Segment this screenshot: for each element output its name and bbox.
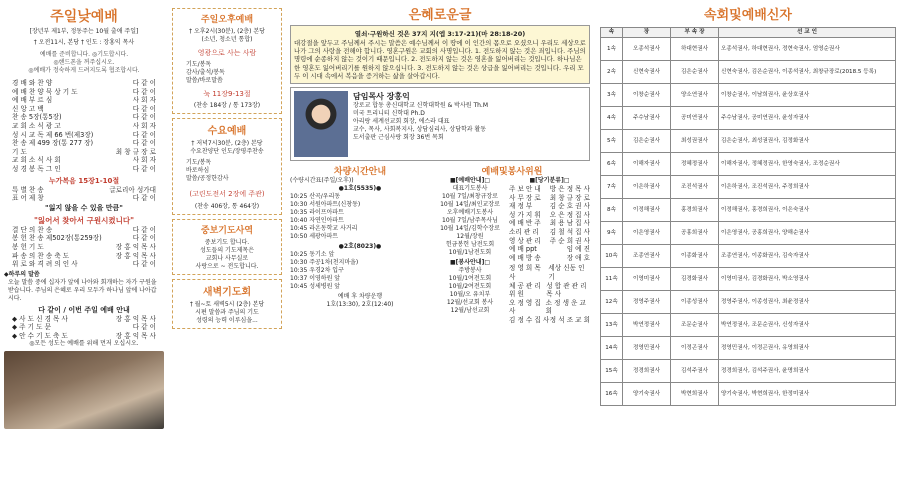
table-cell: 신현숙권사 bbox=[623, 61, 671, 84]
table-cell: 6속 bbox=[601, 153, 623, 176]
duty-item: 10월/2여전도회 bbox=[448, 283, 492, 291]
table-cell: 조진석권사 bbox=[671, 176, 719, 199]
notice-text: 오늘 말씀 중에 십자가 앞에 나아와 회개하는 자가 구원을 받습니다. 주님의 은혜로 우리 모두가 하나님 앞에 나아갑시다. bbox=[8, 278, 157, 302]
cell-groups-column bbox=[600, 0, 896, 501]
order-row: 찬 송 제 499 장(통 277 장) 다 같 이 bbox=[12, 139, 156, 148]
table-row bbox=[601, 268, 896, 291]
bus1-stop: 10:45 라온동학교 사거리 bbox=[290, 225, 358, 233]
table-cell: 이정곤권사 bbox=[671, 337, 719, 360]
table-row bbox=[601, 130, 896, 153]
order-of-service bbox=[4, 79, 164, 174]
table-cell: 이창순권사, 이남희권사, 윤상호권사 bbox=[719, 84, 896, 107]
schedule-panel bbox=[290, 164, 430, 325]
afternoon-info: † 오후2시(30분), (2층) 본당 (소년, 청소년 통합) bbox=[189, 28, 265, 43]
duty-section-label: ■[당기분류]□ bbox=[529, 177, 570, 185]
wednesday-items: 기도/봉독 바로하심 말씀/공정한감사 bbox=[186, 159, 229, 182]
table-cell: 10속 bbox=[601, 245, 623, 268]
afternoon-ref: 눅 11장9-13절 bbox=[203, 90, 251, 98]
wednesday-service-title: 수요예배 bbox=[207, 126, 247, 137]
table-row bbox=[601, 153, 896, 176]
duty-item: 12월/남선교회 bbox=[450, 307, 490, 315]
order-row: 교 회 소 식 광 고 사 회 자 bbox=[12, 121, 156, 130]
dawn-prayer-text: † 월~토 새벽5시 (2층) 본당 시편 말씀과 주님의 기도 성령의 능력 이루심을... bbox=[189, 301, 265, 324]
bus2-stop: 10:35 우경2차 입구 bbox=[290, 267, 344, 275]
gospel-items: 기도/봉독 감사/출석/봉독 말씀/바로말씀 bbox=[186, 61, 225, 84]
table-header-row bbox=[601, 28, 896, 38]
table-cell: 신현숙권사, 김은순권사, 이종석권사, 최창규장로(2018.5 등록) bbox=[719, 61, 896, 84]
table-cell: 16속 bbox=[601, 383, 623, 406]
pastor-line: 미국 트리니티 신학대 Ph.D bbox=[353, 110, 425, 118]
table-cell: 정영주권사, 이종성권사, 최윤정권사 bbox=[719, 291, 896, 314]
duty-item: 12월/장원 bbox=[456, 233, 484, 241]
scripture-reference: 누가복음 15장1-10절 bbox=[48, 176, 120, 185]
afternoon-hymn: (찬송 184장 / 통 173장) bbox=[193, 102, 261, 109]
table-cell: 이은영권사 bbox=[623, 222, 671, 245]
header-cell: 부 속 장 bbox=[671, 28, 719, 38]
table-cell: 3속 bbox=[601, 84, 623, 107]
grace-column bbox=[290, 0, 590, 501]
intro-block bbox=[4, 51, 164, 75]
table-cell: 김경화권사 bbox=[671, 268, 719, 291]
table-cell: 14속 bbox=[601, 337, 623, 360]
table-cell: 양기숙권사 bbox=[623, 383, 671, 406]
table-cell: 4속 bbox=[601, 107, 623, 130]
table-cell: 정영주권사 bbox=[623, 291, 671, 314]
duty-panel: 예배및봉사위원 ■[예배안내]□ 대표기도봉사 10월 7일/최창규장로 10월 14일/최인교장로 오후예배기도봉사 10월 7일/남주목사님 10월 14일/김학수장로 12월/장원 헌금봉헌 남전도회 10월/1남전도회 ■[봉사안내]□ 주방봉사 10월/1여전도회 10월/2여전도회 10월/오 유치부 12월/선교회 봉사 12월/남선교회 ■[당기분류]□ 주 보 안 내 방 은 정 목 사 사 무 장 로 최 창 규 장 로 재 정 부 김 순 호 권 사 성 가 지 휘 오 은 정 집 사 예 배 반 주 최 용 남 집 사 소리 관 리 김 철 석 집 사 영 상 관 리 주 순 희 권 사 예 배 ppt 임 예 진 예 배 방 송 장 애 호 정 영 희 목 사 세상 신동 인기 체 공 관 리 위 원 성 합 관 관 리 목 사 오 정 영 집 사 소 정 생 운 교 회 김 정 수 집 사 정 석 조 교 회 bbox=[434, 164, 590, 325]
bus2-stop: 10:30 주공1차(천지마을) bbox=[290, 259, 359, 267]
next-service-block: ◆ 사 도 신 경 목 사 장 홍 익 목 사 ◆ 주 기 도 문 다 같 이 ◆ 안 수 기 도 축 도 장 홍 익 목 사 bbox=[12, 314, 156, 340]
table-row bbox=[601, 245, 896, 268]
table-cell: 박연정권사, 조문순권사, 신성자권사 bbox=[719, 314, 896, 337]
pastor-photo bbox=[294, 91, 348, 157]
duty-item: 주방봉사 bbox=[458, 267, 482, 275]
dawn-prayer-title: 새벽기도회 bbox=[202, 287, 252, 298]
table-row bbox=[601, 360, 896, 383]
sunday-service-column bbox=[4, 0, 164, 501]
table-cell: 이해자권사, 정혜정권사, 한영숙권사, 조정순권사 bbox=[719, 153, 896, 176]
table-cell: 오종석권사, 하대현권사, 정현숙권사, 엄영순권사 bbox=[719, 38, 896, 61]
intro-line: 예배를 준비합니다. ◎기도합시다. bbox=[39, 51, 129, 58]
service-info: [장년부 제1부, 정동주는 10월 출애 주일] bbox=[29, 28, 139, 35]
bus2-stop: 10:37 이영하원 앞 bbox=[290, 275, 341, 283]
duty-item: 12월/선교회 봉사 bbox=[446, 299, 494, 307]
sunday-service-title: 주일낮예배 bbox=[50, 9, 118, 25]
bus2-stop: 10:25 동기소 앞 bbox=[290, 251, 335, 259]
motto: "잃지 않을 수 있을 만큼" bbox=[45, 203, 123, 212]
duty-item: 10월/1남전도회 bbox=[448, 249, 492, 257]
table-row bbox=[601, 337, 896, 360]
table-cell: 9속 bbox=[601, 222, 623, 245]
order-row: 예 배 찬 양 묵 상 기 도 다 같 이 bbox=[12, 87, 156, 96]
notice-title: ◆하루의 말씀 bbox=[4, 270, 40, 278]
intercession-text: 중보기도 합니다. 성도들의 기도제목은 교회나 사무실로 사랑으로 ~ 전도합니다. bbox=[195, 239, 259, 270]
table-cell: 정혜정권사 bbox=[671, 153, 719, 176]
table-row bbox=[601, 314, 896, 337]
table-cell: 1속 bbox=[601, 38, 623, 61]
table-row bbox=[601, 176, 896, 199]
table-cell: 이은하권사, 조진석권사, 주정희권사 bbox=[719, 176, 896, 199]
table-cell: 조종연권사 bbox=[623, 245, 671, 268]
table-cell: 양기숙권사, 박현희권사, 한정미권사 bbox=[719, 383, 896, 406]
table-cell: 정영민권사, 이정곤권사, 유영희권사 bbox=[719, 337, 896, 360]
table-cell: 정영민권사 bbox=[623, 337, 671, 360]
table-cell: 정경희권사, 김석주권사, 윤명희권사 bbox=[719, 360, 896, 383]
table-cell: 이영미권사 bbox=[623, 268, 671, 291]
duty-item: 오후예배기도봉사 bbox=[446, 209, 494, 217]
schedule-header: (수량시간표(주일/오후)) bbox=[290, 177, 354, 185]
table-cell: 조종연권사, 이종화권사, 김숙자권사 bbox=[719, 245, 896, 268]
grace-box bbox=[290, 25, 590, 84]
order-row: 기 도 최 창 규 장 로 bbox=[12, 147, 156, 156]
table-cell: 이종화권사 bbox=[671, 245, 719, 268]
special-block: 특 별 찬 송 글로리아 성가대 표 어 제 창 다 같 이 bbox=[12, 185, 156, 203]
header-cell: 장 bbox=[623, 28, 671, 38]
pastor-line: 장로교 합동 총신대학교 신학대학원 & 박사원 Th.M bbox=[353, 102, 489, 110]
pastor-line: 도서출판 근심사랑 회장 36번 목회 bbox=[353, 134, 444, 142]
bus-footer: 예배 후 차량운행 1호(13:30), 2호(12:40) bbox=[326, 293, 394, 309]
table-cell: 이은하권사 bbox=[623, 176, 671, 199]
table-cell: 2속 bbox=[601, 61, 623, 84]
table-cell: 이해자권사 bbox=[623, 153, 671, 176]
bus2-label: ●2호(8023)● bbox=[338, 243, 382, 251]
order-row: 찬 송 5장(통5장) 다 같 이 bbox=[12, 113, 156, 122]
weekly-services-column bbox=[172, 0, 282, 501]
pastor-line: 교수, 목사, 사회복지사, 상담심리사, 상담학과 활동 bbox=[353, 126, 487, 134]
order-row: 예 배 부 르 심 사 회 자 bbox=[12, 96, 156, 105]
table-cell: 최성권권사 bbox=[671, 130, 719, 153]
table-cell: 김은순권사 bbox=[671, 61, 719, 84]
table-cell: 조문순권사 bbox=[671, 314, 719, 337]
table-cell: 공미연권사 bbox=[671, 107, 719, 130]
table-cell: 김석주권사 bbox=[671, 360, 719, 383]
table-cell: 오종석권사 bbox=[623, 38, 671, 61]
pastor-title: 담임목사 장홍익 bbox=[353, 92, 410, 102]
table-cell: 주수남권사 bbox=[623, 107, 671, 130]
table-cell: 홍경희권사 bbox=[671, 199, 719, 222]
bus1-stop: 10:30 서원아파트(신창동) bbox=[290, 201, 361, 209]
grace-title: 은혜로운글 bbox=[408, 8, 472, 23]
table-cell: 7속 bbox=[601, 176, 623, 199]
table-cell: 정경희권사 bbox=[623, 360, 671, 383]
duty-title: 예배및봉사위원 bbox=[481, 167, 543, 178]
order-row: 성 경 봉 독 그 인 다 같 이 bbox=[12, 164, 156, 173]
intro-line: ◎예배가 정숙하게 드려지도록 협조합시다. bbox=[28, 67, 140, 74]
bus1-label: ●1호(5535)● bbox=[338, 185, 382, 193]
order-row: 신 앙 고 백 다 같 이 bbox=[12, 104, 156, 113]
gospel-title: 영광으로 사는 사람 bbox=[197, 49, 257, 57]
duty-item: 10월/오 유치부 bbox=[449, 291, 491, 299]
duty-section-label: ■[예배안내]□ bbox=[449, 177, 490, 185]
after-sermon-block: 결 단 의 찬 송 다 같 이 봉 헌 찬 송 제502장(통259장) 다 같 이 봉 헌 기 도 장 홍 익 목 사 파 송 의 찬 송 축 도 장 홍 익 목 사 위 로 와 격 려 의 인 사 다 같 이 bbox=[12, 225, 156, 269]
grace-text: 대강절을 앞두고 주님께서 주시는 말씀은 예수님께서 이 땅에 이 인간의 몸으로 오셨으니 우리도 세상으로 나가 그의 사랑을 전해야 합니다. 영혼구원은 교회의 사명입니다. 1. 전도하지 않는 것은 죄입니다. 주님의 명령에 순종하지 않는 것이기 때문입니다. 2. 전도하지 않는 것은 영혼을 잃어버리는 것입니다. 하나님은 한 영혼도 잃어버리기를 원하지 않으십니다. 3. 전도하지 않는 것은 상급을 잃어버리는 것입니다. 우리 모두 이 시대 속에서 복음을 증거하는 삶을 살아갑시다. bbox=[294, 39, 586, 80]
table-cell: 이은영권사, 공홍희권사, 양해순권사 bbox=[719, 222, 896, 245]
cell-groups-title: 속회및예배신자 bbox=[704, 8, 792, 23]
duty-item: 헌금봉헌 남전도회 bbox=[445, 241, 495, 249]
schedule-title: 차량시간안내 bbox=[333, 167, 387, 178]
footer-note: ◎모든 성도는 예배를 위해 먼저 오십시오. bbox=[29, 340, 139, 348]
table-cell: 15속 bbox=[601, 360, 623, 383]
table-cell: 이창순권사 bbox=[623, 84, 671, 107]
congregation-photo bbox=[4, 351, 164, 429]
bus1-stop: 10:40 자연인아파트 bbox=[290, 217, 344, 225]
duty-item: 10월 14일/최인교장로 bbox=[440, 201, 500, 209]
table-cell: 하대현권사 bbox=[671, 38, 719, 61]
bus1-stop: 10:25 산곡/우리동 bbox=[290, 193, 341, 201]
duty-item: 10월 14일/김학수장로 bbox=[440, 225, 500, 233]
bus2-stop: 10:45 성세병원 앞 bbox=[290, 283, 341, 291]
next-service-title: 다 같이 / 이번 주일 예배 안내 bbox=[38, 305, 130, 314]
grace-heading: 열쇠·구원하신 것은 37지 지(엡 3:17-21)(마 28:18-20) bbox=[354, 30, 526, 38]
service-subinfo: † 오전11시, 본당 † 인도 : 장홍익 목사 bbox=[33, 39, 135, 46]
table-cell: 양소연권사 bbox=[671, 84, 719, 107]
order-row: 경 배 와 찬 양 다 같 이 bbox=[12, 79, 156, 87]
table-cell: 박연정권사 bbox=[623, 314, 671, 337]
pastor-box bbox=[290, 87, 590, 161]
table-cell: 박현희권사 bbox=[671, 383, 719, 406]
afternoon-service-title: 주일오후예배 bbox=[200, 15, 254, 25]
header-cell: 선 교 인 bbox=[719, 28, 896, 38]
wednesday-ref: (고린도전서 2장에 주관) bbox=[189, 190, 265, 198]
table-row bbox=[601, 291, 896, 314]
table-cell: 이영미권사, 김경화권사, 박소영권사 bbox=[719, 268, 896, 291]
table-cell: 이정해권사, 홍경희권사, 이은숙권사 bbox=[719, 199, 896, 222]
table-row bbox=[601, 61, 896, 84]
table-row bbox=[601, 107, 896, 130]
sermon-title: "잃어서 찾아서 구원시켰니다" bbox=[34, 215, 134, 225]
intro-line: ◎핸드폰을 꺼주십시오. bbox=[53, 59, 115, 66]
table-cell: 8속 bbox=[601, 199, 623, 222]
cell-groups-table bbox=[600, 27, 896, 406]
table-cell: 5속 bbox=[601, 130, 623, 153]
order-row: 성 시 교 독 제 66 번(제3장) 다 같 이 bbox=[12, 130, 156, 139]
pastor-line: 아리랑 세계선교회 회장, 에스라 대표 bbox=[353, 118, 450, 126]
table-cell: 이정해권사 bbox=[623, 199, 671, 222]
bus1-stop: 10:50 세광아파트 bbox=[290, 233, 339, 241]
table-row bbox=[601, 84, 896, 107]
table-cell: 13속 bbox=[601, 314, 623, 337]
duty-item: 10월 7일/남주목사님 bbox=[442, 217, 498, 225]
table-row bbox=[601, 222, 896, 245]
table-cell: 이종성권사 bbox=[671, 291, 719, 314]
header-cell: 속 bbox=[601, 28, 623, 38]
bus1-stop: 10:35 라이프아파트 bbox=[290, 209, 344, 217]
wednesday-hymn: (찬송 406장, 통 464장) bbox=[194, 203, 260, 210]
table-cell: 김은순권사 bbox=[623, 130, 671, 153]
duty-item: 10월/1여전도회 bbox=[448, 275, 492, 283]
table-row bbox=[601, 38, 896, 61]
intercession-title: 중보기도사역 bbox=[200, 226, 254, 236]
wednesday-info: † 저녁7시30분, (2층) 본당 수요찬양단 인도/장평주찬송 bbox=[190, 140, 264, 155]
duty-item: 10월 7일/최창규장로 bbox=[442, 193, 498, 201]
table-row bbox=[601, 383, 896, 406]
order-row: 교 회 소 식 사 회 사 회 자 bbox=[12, 156, 156, 165]
table-cell: 12속 bbox=[601, 291, 623, 314]
duty-item: 대표기도봉사 bbox=[452, 185, 488, 193]
table-cell: 11속 bbox=[601, 268, 623, 291]
table-cell: 공홍희권사 bbox=[671, 222, 719, 245]
table-row bbox=[601, 199, 896, 222]
table-cell: 김은순권사, 최성권권사, 김정화권사 bbox=[719, 130, 896, 153]
table-cell: 주수남권사, 공미연권사, 윤성자권사 bbox=[719, 107, 896, 130]
duty-section-label: ■[봉사안내]□ bbox=[449, 259, 490, 267]
